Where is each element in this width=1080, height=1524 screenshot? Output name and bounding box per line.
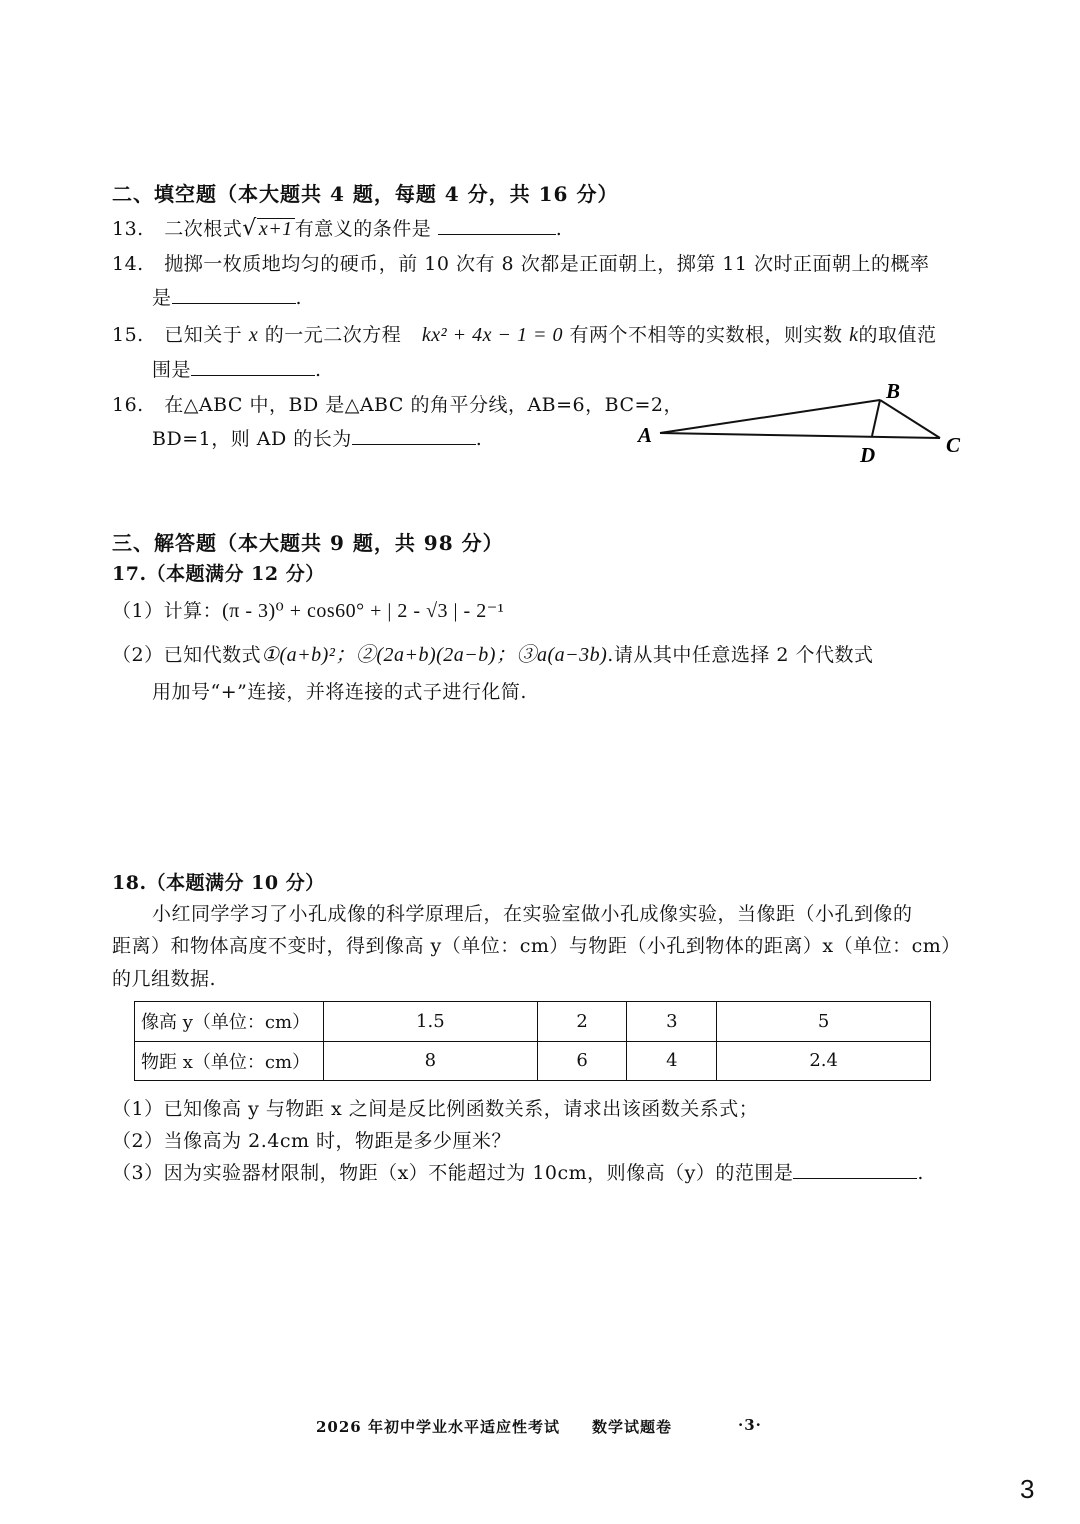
question-14-line2: 是 [152, 287, 172, 309]
question-18-sub3-text: （3）因为实验器材限制，物距（x）不能超过为 10cm，则像高（y）的范围是 [112, 1162, 794, 1184]
corner-page-number: 3 [1020, 1474, 1035, 1504]
table-cell: 4 [627, 1041, 717, 1081]
question-18-intro-3: 的几组数据. [112, 968, 217, 990]
question-18-sub2: （2）当像高为 2.4cm 时，物距是多少厘米？ [112, 1130, 512, 1152]
table-cell: 3 [627, 1002, 717, 1042]
answer-blank-14[interactable] [172, 287, 296, 304]
question-13-post: 有意义的条件是 [294, 218, 432, 240]
table-cell: 6 [537, 1041, 627, 1081]
table-cell: 1.5 [324, 1002, 538, 1042]
question-18-intro-1: 小红同学学习了小孔成像的科学原理后，在实验室做小孔成像实验，当像距（小孔到像的 [152, 903, 913, 925]
table-cell: 2.4 [717, 1041, 931, 1081]
question-13-number: 13. [112, 218, 144, 240]
section-2-title: 二、填空题（本大题共 4 题，每题 4 分，共 16 分） [112, 182, 619, 206]
question-18-header: 18.（本题满分 10 分） [112, 872, 325, 894]
footer-page-number: ·3· [738, 1416, 762, 1434]
table-cell: 5 [717, 1002, 931, 1042]
question-14 [112, 249, 929, 276]
question-15-mid: 的一元二次方程 [264, 324, 402, 346]
question-18-sub3 [112, 1158, 924, 1185]
question-14-number: 14. [112, 253, 144, 275]
question-13-radicand: x+1 [258, 218, 293, 240]
answer-blank-13[interactable] [438, 218, 556, 235]
question-14-line2-row [152, 283, 302, 310]
table-cell: 2 [537, 1002, 627, 1042]
variable-x: x [248, 324, 259, 346]
question-13 [112, 214, 562, 241]
footer-title: 2026 年初中学业水平适应性考试 数学试题卷 [316, 1418, 672, 1436]
part1-label: （1）计算： [112, 600, 223, 622]
question-16-number: 16. [112, 394, 144, 416]
section-3-title: 三、解答题（本大题共 9 题，共 98 分） [112, 531, 504, 555]
table-row-header: 像高 y（单位：cm） [135, 1002, 324, 1042]
question-16 [112, 390, 683, 417]
question-15 [112, 320, 936, 347]
part2-expressions: ①(a+b)²；②(2a+b)(2a−b)；③a(a−3b) [261, 644, 608, 666]
question-15-line2-row [152, 355, 322, 382]
segment-bd [872, 400, 880, 436]
answer-blank-16[interactable] [352, 428, 476, 445]
variable-k: k [849, 324, 859, 346]
question-13-pre: 二次根式 [164, 218, 243, 240]
table-row [135, 1002, 931, 1042]
question-14-line1: 抛掷一枚质地均匀的硬币，前 10 次有 8 次都是正面朝上，掷第 11 次时正面朝上的概率 [164, 253, 930, 275]
question-15-pre: 已知关于 [164, 324, 243, 346]
question-16-end: . [475, 428, 483, 450]
triangle-abc-figure [630, 370, 980, 470]
part2-tail: .请从其中任意选择 2 个代数式 [607, 644, 874, 666]
part1-expression: (π - 3)⁰ + cos60° + | 2 - √3 | - 2⁻¹ [222, 600, 505, 622]
question-17-part1 [112, 596, 504, 623]
answer-blank-18-3[interactable] [793, 1162, 917, 1179]
question-15-line2: 围是 [152, 359, 192, 381]
question-15-end: . [315, 359, 322, 381]
label-a: A [638, 423, 653, 447]
question-16-line2: BD=1，则 AD 的长为 [152, 428, 352, 450]
label-d: D [860, 443, 876, 467]
answer-blank-15[interactable] [191, 359, 315, 376]
question-16-line2-row [152, 424, 482, 451]
label-c: C [946, 433, 961, 457]
question-18-intro-2: 距离）和物体高度不变时，得到像高 y（单位：cm）与物距（小孔到物体的距离）x（单位：cm） [112, 935, 961, 957]
question-14-end: . [295, 287, 303, 309]
segment-bc [880, 400, 940, 438]
question-18-sub3-end: . [917, 1162, 924, 1184]
label-b: B [886, 379, 901, 403]
segment-ac [660, 433, 940, 438]
question-13-end: . [555, 218, 563, 240]
question-15-post: 有两个不相等的实数根，则实数 [569, 324, 843, 346]
table-cell: 8 [324, 1041, 538, 1081]
question-15-line1-end: 的取值范 [858, 324, 937, 346]
question-17-header: 17.（本题满分 12 分） [112, 563, 325, 585]
sqrt-sign: √ [242, 216, 257, 241]
question-17-part2-line2: 用加号“+”连接，并将连接的式子进行化简. [152, 681, 527, 703]
table-row-header: 物距 x（单位：cm） [135, 1041, 324, 1081]
segment-ab [660, 400, 880, 433]
quadratic-equation: kx² + 4x − 1 = 0 [421, 324, 563, 346]
part2-label: （2）已知代数式 [112, 644, 262, 666]
question-16-line1: 在△ABC 中，BD 是△ABC 的角平分线，AB=6，BC=2， [164, 394, 684, 416]
data-table [134, 1001, 931, 1081]
table-row [135, 1041, 931, 1081]
question-18-sub1: （1）已知像高 y 与物距 x 之间是反比例函数关系，请求出该函数关系式； [112, 1098, 759, 1120]
question-17-part2 [112, 638, 874, 667]
question-15-number: 15. [112, 324, 144, 346]
